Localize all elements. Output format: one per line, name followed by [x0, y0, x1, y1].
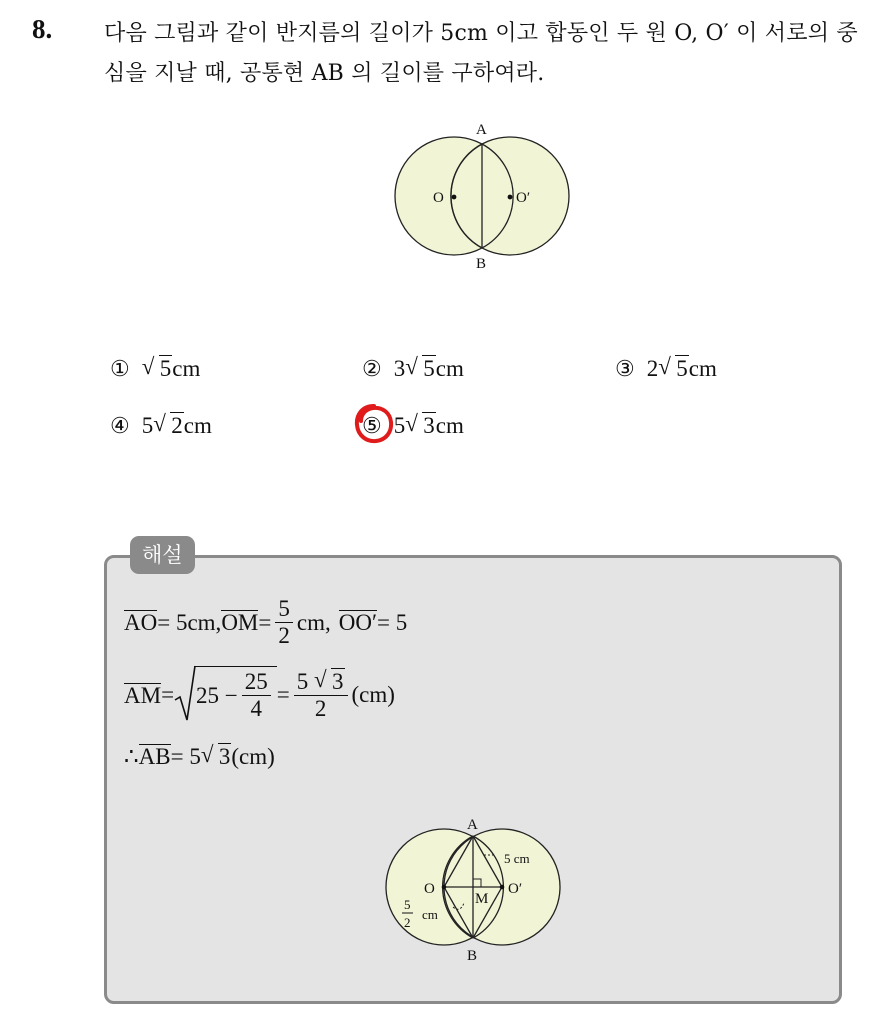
sqrt: √ 2: [153, 411, 183, 438]
radicand-text: 25 −: [196, 682, 238, 708]
label-frac-den: 2: [404, 915, 411, 930]
explanation-line-2: [124, 668, 395, 723]
label-b: B: [476, 256, 487, 272]
equals-text: =: [258, 609, 272, 635]
choice-number: ④: [110, 413, 130, 438]
segment-am: AM: [124, 682, 162, 708]
sqrt: √ 5: [405, 354, 435, 381]
choice-coef: 5: [393, 413, 406, 438]
fraction: $\frac{25}{4}$: [242, 669, 271, 723]
fraction: 5 √ 3 2: [294, 669, 348, 723]
label-frac-unit: cm: [422, 907, 438, 922]
label-b: B: [467, 948, 478, 964]
label-a: A: [476, 122, 487, 138]
segment-om: OM: [221, 610, 259, 636]
label-o: O: [424, 881, 435, 897]
explanation-line-1: [124, 596, 407, 650]
equals-text: =: [276, 682, 290, 708]
choice-5[interactable]: [362, 413, 464, 439]
choice-unit: cm: [688, 356, 717, 381]
label-frac-num: 5: [404, 897, 411, 912]
unit-text: cm,: [296, 609, 331, 635]
sqrt: √ 5: [141, 354, 172, 381]
segment-ao: AO: [124, 610, 158, 636]
sqrt-sign: [174, 664, 196, 724]
sqrt: √ 3: [200, 742, 231, 769]
label-o: O: [433, 190, 444, 206]
label-o-prime: O′: [516, 190, 531, 206]
choice-2[interactable]: [362, 356, 464, 382]
segment-ab: AB: [138, 744, 171, 770]
label-5cm: 5 cm: [504, 851, 530, 866]
choice-unit: cm: [435, 356, 464, 381]
choice-unit: cm: [435, 413, 464, 438]
choice-coef: 5: [141, 413, 154, 438]
choice-number: ①: [110, 356, 130, 381]
therefore-symbol: ∴: [124, 744, 139, 769]
sqrt: √ 3: [405, 411, 435, 438]
choice-unit: cm: [183, 413, 212, 438]
choice-number: ②: [362, 356, 382, 381]
unit-text: (cm): [351, 682, 395, 708]
choice-3[interactable]: [615, 356, 717, 382]
choice-4[interactable]: [110, 413, 212, 439]
point-o: [452, 195, 457, 200]
label-a: A: [467, 817, 478, 833]
choice-number: ③: [615, 356, 635, 381]
segment-oo-prime: OO′: [338, 610, 377, 636]
figure-two-circles: [380, 118, 580, 278]
label-o-prime: O′: [508, 881, 523, 897]
choice-1[interactable]: [110, 356, 200, 382]
big-sqrt: [174, 668, 277, 723]
choice-coef: 2: [646, 356, 659, 381]
choice-unit: cm: [172, 356, 201, 381]
explanation-line-3: [124, 744, 275, 770]
equals-text: = 5: [170, 744, 201, 769]
question-number: 8.: [32, 14, 53, 44]
sqrt: √ 5: [658, 354, 688, 381]
unit-text: (cm): [231, 744, 275, 769]
point-o-prime: [508, 195, 513, 200]
explanation-tag: 해설: [130, 536, 195, 574]
question-text: 다음 그림과 같이 반지름의 길이가 5cm 이고 합동인 두 원 O, O′ 이 서로의 중심을 지날 때, 공통현 AB 의 길이를 구하여라.: [104, 21, 858, 86]
figure-explanation: [380, 815, 580, 965]
equals-text: = 5cm,: [157, 609, 222, 635]
equals-text: = 5: [376, 609, 408, 635]
fraction: $\frac{5}{2}$: [275, 596, 293, 650]
choice-coef: 3: [393, 356, 406, 381]
label-m: M: [475, 891, 489, 907]
choice-number: ⑤: [362, 413, 382, 438]
equals-text: =: [161, 682, 175, 708]
